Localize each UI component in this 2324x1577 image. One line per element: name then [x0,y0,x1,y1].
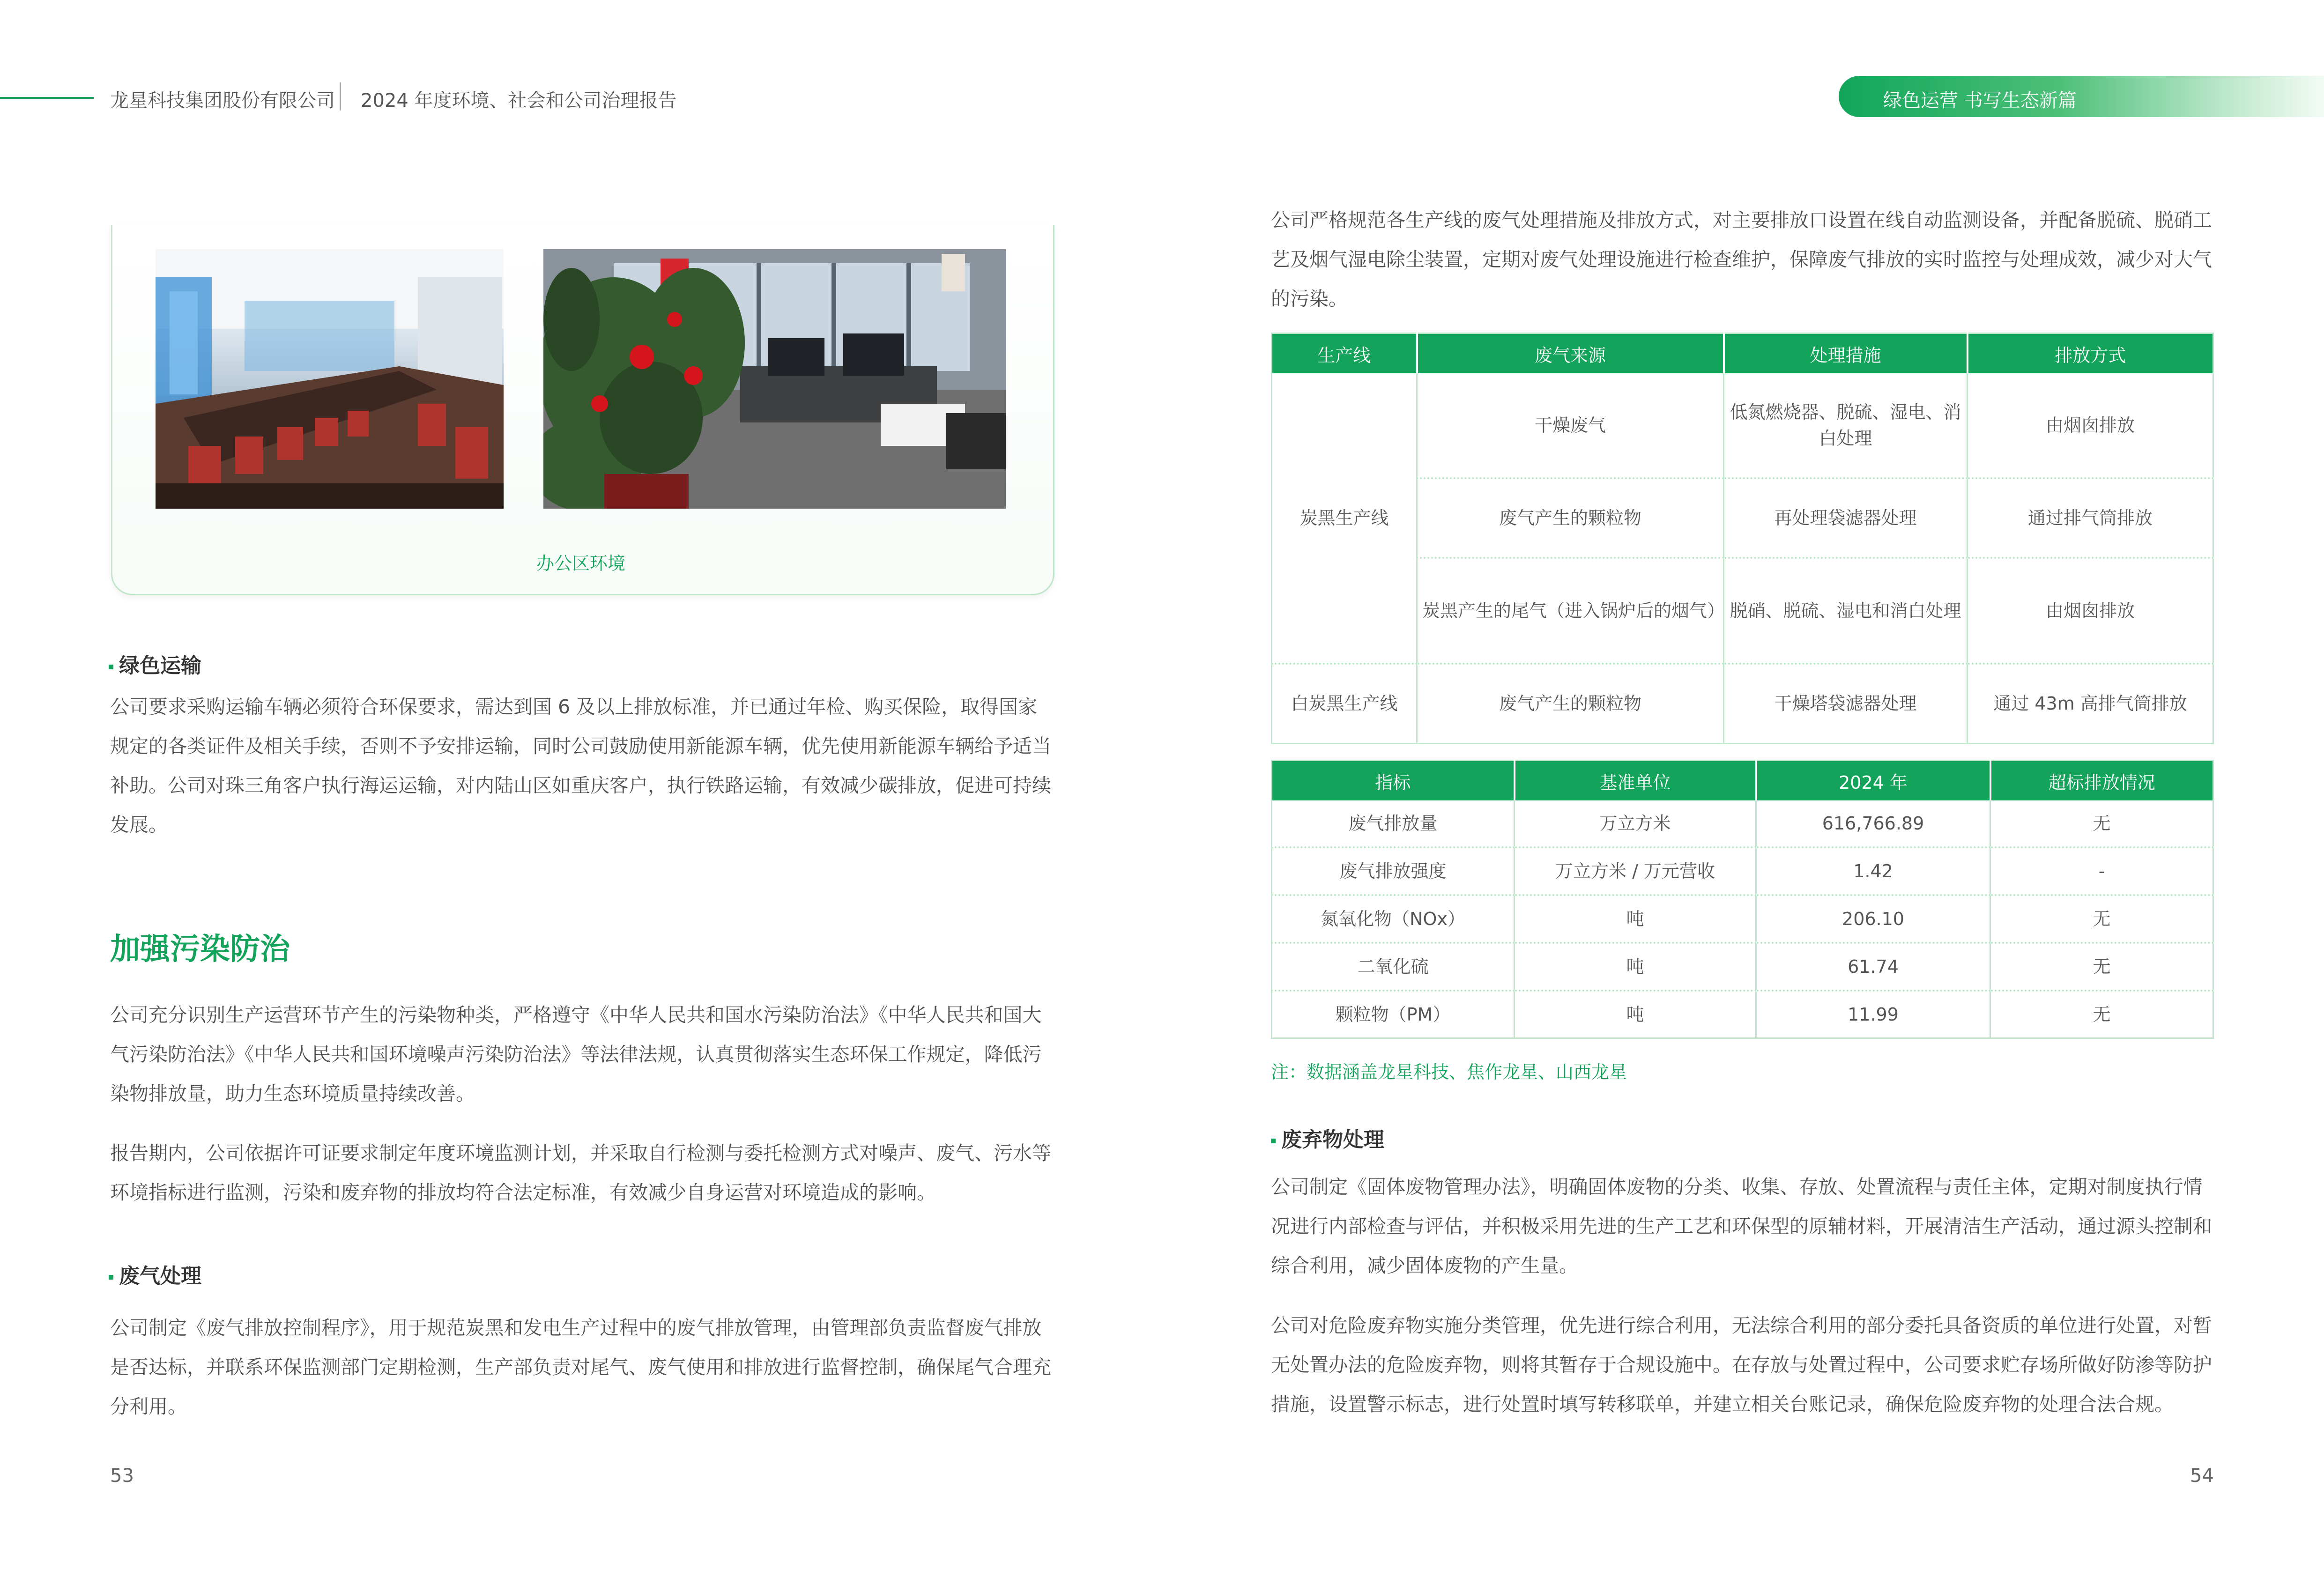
section-tag: 绿色运营 书写生态新篇 [1883,90,2077,111]
table2-cell-exceed: 无 [1990,943,2213,991]
table2-cell-indicator: 颗粒物（PM） [1335,1004,1451,1025]
table1-cell-method: 通过排气筒排放 [1968,478,2213,558]
table1-cell-source: 废气产生的颗粒物 [1417,664,1724,743]
table2-cell-exceed: - [1990,847,2213,895]
header-accent-line [0,97,94,99]
table1-cell-source: 炭黑产生的尾气（进入锅炉后的烟气） [1417,558,1724,664]
table1-header-measure: 处理措施 [1724,333,1968,374]
table2-cell-indicator: 氮氧化物（NOx） [1272,895,1515,943]
table1-cell-method: 由烟囱排放 [1968,373,2213,478]
table2-cell-value: 11.99 [1756,991,1990,1038]
solid-waste-title: 废弃物处理 [1281,1128,1384,1152]
table2-header-year: 2024 年 [1756,761,1990,801]
table1-header-line: 生产线 [1272,333,1417,374]
table1-cell-line: 炭黑生产线 [1272,373,1417,664]
table2-cell-value: 206.10 [1756,895,1990,943]
table2-cell-value: 616,766.89 [1756,800,1990,847]
meeting-room-photo [156,249,504,509]
table1-cell-measure: 脱硝、脱硫、湿电和消白处理 [1724,558,1968,664]
table1-cell-method: 由烟囱排放 [1968,558,2213,664]
table2-cell-exceed: 无 [1990,800,2213,847]
table1-cell-method: 通过 43m 高排气筒排放 [1968,664,2213,743]
table2-cell-unit: 万立方米 [1515,800,1756,847]
header-divider [340,82,341,111]
table-row [1272,991,2213,1038]
table2-cell-indicator: 废气排放量 [1272,800,1515,847]
table2-cell-value: 61.74 [1756,943,1990,991]
table2-cell-indicator: 二氧化硫 [1272,943,1515,991]
table2-header-unit: 基准单位 [1515,761,1756,801]
table1-cell-measure: 再处理袋滤器处理 [1724,478,1968,558]
pollution-intro-paragraph-2: 报告期内，公司依据许可证要求制定年度环境监测计划，并采取自行检测与委托检测方式对噪声、废气、污水等环境指标进行监测，污染和废弃物的排放均符合法定标准，有效减少自身运营对环境造成的影响。 [110,1142,1051,1204]
emissions-data-table [1271,760,2214,1039]
table2-header-exceed: 超标排放情况 [1990,761,2213,801]
table2-cell-unit: 吨 [1515,895,1756,943]
table-row [1272,895,2213,943]
bullet-square-icon [109,665,113,669]
waste-gas-treatment-table [1271,333,2214,744]
waste-gas-title: 废气处理 [119,1264,201,1288]
table-row [1272,847,2213,895]
waste-gas-heading [109,1259,201,1289]
table2-cell-unit: 万立方米 / 万元营收 [1515,847,1756,895]
table2-cell-indicator: 废气排放强度 [1272,847,1515,895]
table1-header-method: 排放方式 [1968,333,2213,374]
data-scope-note: 注：数据涵盖龙星科技、焦作龙星、山西龙星 [1271,1062,1627,1082]
bullet-square-icon [109,1275,113,1280]
photo-caption: 办公区环境 [536,553,626,574]
table1-cell-measure: 干燥塔袋滤器处理 [1724,664,1968,743]
table2-header-indicator: 指标 [1272,761,1515,801]
table2-cell-value: 1.42 [1756,847,1990,895]
table1-cell-measure: 低氮燃烧器、脱硫、湿电、消白处理 [1724,373,1968,478]
company-name: 龙星科技集团股份有限公司 [110,90,335,111]
table1-cell-line: 白炭黑生产线 [1291,693,1398,714]
green-transport-title: 绿色运输 [119,654,201,678]
page-number-right: 54 [2190,1465,2214,1487]
table2-cell-exceed: 无 [1990,991,2213,1038]
green-transport-body: 公司要求采购运输车辆必须符合环保要求，需达到国 6 及以上排放标准，并已通过年检、购买保险，取得国家规定的各类证件及相关手续，否则不予安排运输，同时公司鼓励使用新能源车辆，优先使用新能源车辆给予适当补助。公司对珠三角客户执行海运运输，对内陆山区如重庆客户，执行铁路运输，有效减少碳排放，促进可持续发展。 [110,696,1051,836]
section-title: 加强污染防治 [110,932,290,967]
table1-cell-source: 干燥废气 [1417,373,1724,478]
table2-cell-exceed: 无 [1990,895,2213,943]
bullet-square-icon [1271,1139,1276,1143]
page-number-left: 53 [110,1465,134,1487]
table-row [1272,943,2213,991]
green-transport-heading [109,649,201,679]
solid-waste-heading [1271,1123,1384,1153]
table1-header-source: 废气来源 [1417,333,1724,374]
solid-waste-body-2: 公司对危险废弃物实施分类管理，优先进行综合利用，无法综合利用的部分委托具备资质的单位进行处置，对暂无处置办法的危险废弃物，则将其暂存于合规设施中。在存放与处置过程中，公司要求贮存场所做好防渗等防护措施，设置警示标志，进行处置时填写转移联单，并建立相关台账记录，确保危险废弃物的处理合法合规。 [1271,1314,2212,1415]
solid-waste-body-1: 公司制定《固体废物管理办法》，明确固体废物的分类、收集、存放、处置流程与责任主体，定期对制度执行情况进行内部检查与评估，并积极采用先进的生产工艺和环保型的原辅材料，开展清洁生产活动，通过源头控制和综合利用，减少固体废物的产生量。 [1271,1176,2212,1277]
report-title: 2024 年度环境、社会和公司治理报告 [361,90,677,111]
table1-cell-source: 废气产生的颗粒物 [1417,478,1724,558]
table-row [1272,800,2213,847]
office-photo [543,249,1006,509]
waste-gas-intro: 公司严格规范各生产线的废气处理措施及排放方式，对主要排放口设置在线自动监测设备，并配备脱硫、脱硝工艺及烟气湿电除尘装置，定期对废气处理设施进行检查维护，保障废气排放的实时监控与处理成效，减少对大气的污染。 [1271,209,2212,310]
table2-cell-unit: 吨 [1515,943,1756,991]
table2-cell-unit: 吨 [1515,991,1756,1038]
pollution-intro-paragraph-1: 公司充分识别生产运营环节产生的污染物种类，严格遵守《中华人民共和国水污染防治法》《中华人民共和国大气污染防治法》《中华人民共和国环境噪声污染防治法》等法律法规，认真贯彻落实生态环保工作规定，降低污染物排放量，助力生态环境质量持续改善。 [110,1004,1042,1105]
waste-gas-body: 公司制定《废气排放控制程序》，用于规范炭黑和发电生产过程中的废气排放管理，由管理部负责监督废气排放是否达标，并联系环保监测部门定期检测，生产部负责对尾气、废气使用和排放进行监督控制，确保尾气合理充分利用。 [110,1317,1051,1418]
